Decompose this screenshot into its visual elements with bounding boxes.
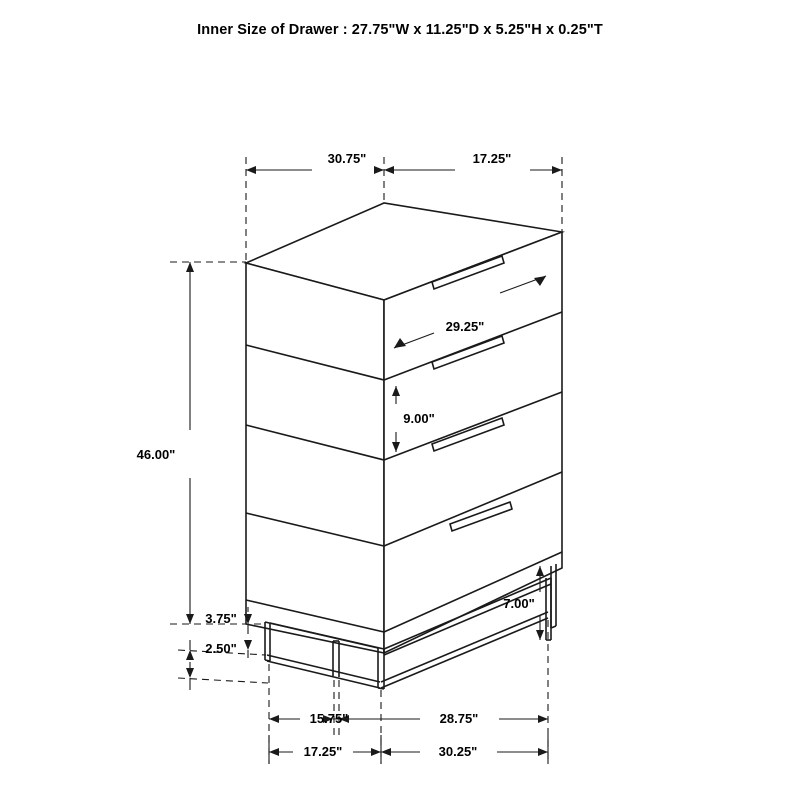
dim-label-drawer-inner-height: 9.00" <box>403 411 435 426</box>
dim-label-base-side-depth: 30.25" <box>438 744 478 759</box>
dim-label-base-front-width: 17.25" <box>303 744 343 759</box>
dim-label-leg-visible-height: 7.00" <box>503 596 535 611</box>
dim-label-base-rail-height: 3.75" <box>205 611 237 626</box>
cabinet-front-face <box>246 263 384 653</box>
dim-label-drawer-inner-width: 29.25" <box>445 319 485 334</box>
dim-label-overall-height: 46.00" <box>136 447 176 462</box>
dim-label-top-front-width: 30.75" <box>327 151 367 166</box>
page-title: Inner Size of Drawer : 27.75"W x 11.25"D x 5.25"H x 0.25"T <box>197 22 603 38</box>
dim-label-base-front-inner-width: 15.75" <box>309 711 349 726</box>
base-frame-bottom-front-rail <box>267 655 380 688</box>
dim-label-top-side-depth: 17.25" <box>472 151 512 166</box>
dim-label-base-side-inner-depth: 28.75" <box>439 711 479 726</box>
base-leg-right-rear-long <box>546 578 551 640</box>
dim-label-foot-height: 2.50" <box>205 641 237 656</box>
